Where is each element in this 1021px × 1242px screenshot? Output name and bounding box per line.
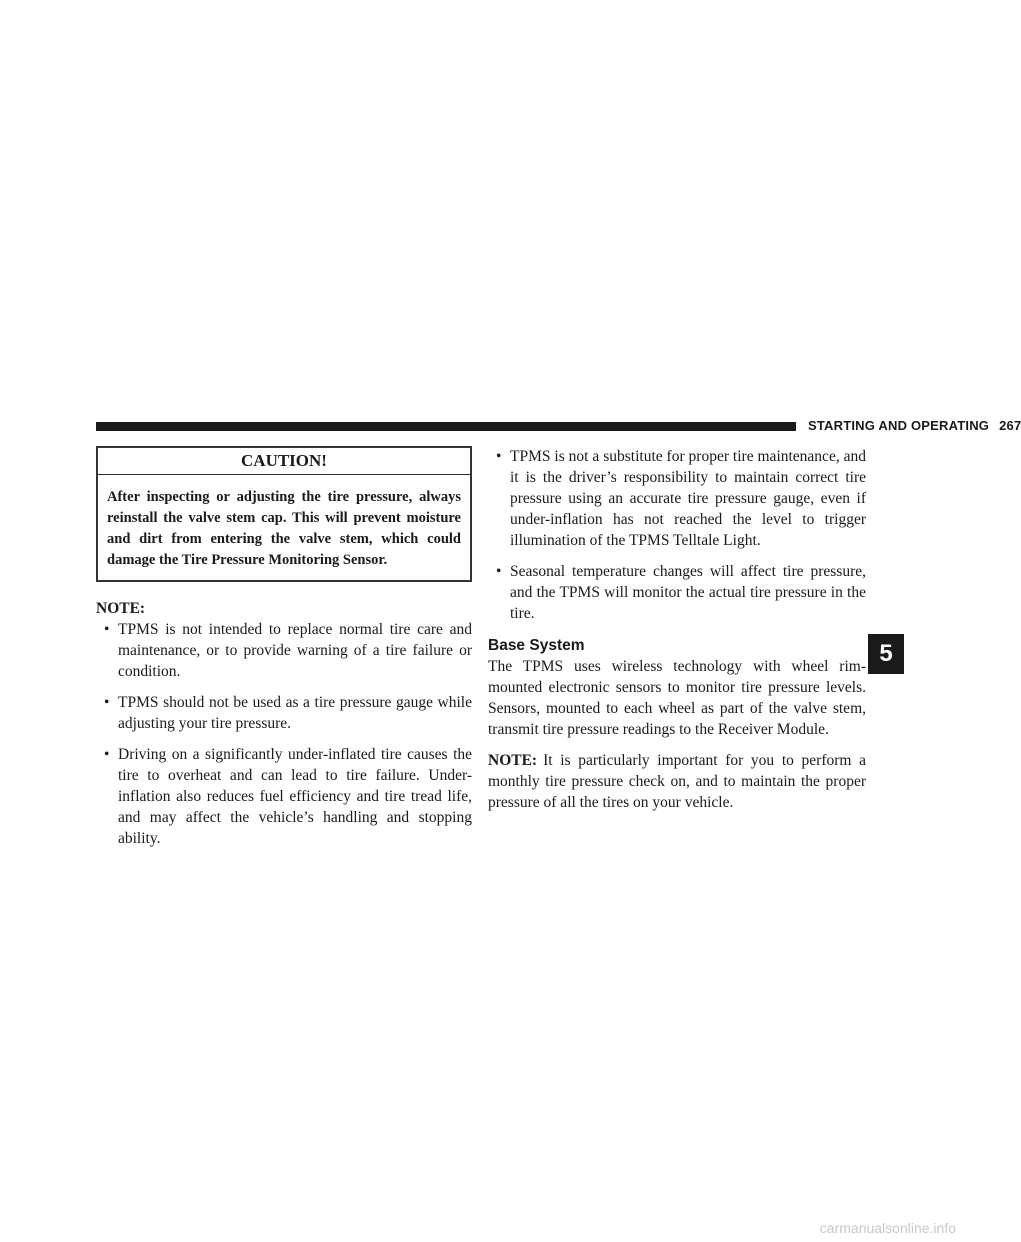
list-item (96, 692, 472, 734)
left-column (96, 446, 472, 859)
header-rule (96, 422, 796, 431)
list-item (488, 446, 866, 551)
right-column (488, 446, 866, 813)
list-item-text: TPMS is not intended to replace normal tire care and maintenance, or to provide warning of a tire failure or condition. (118, 621, 472, 680)
caution-title: CAUTION! (98, 448, 470, 475)
bullet-icon: • (104, 694, 110, 711)
inline-note-label: NOTE: (488, 752, 538, 769)
list-item-text: Driving on a significantly under-inflated tire causes the tire to overheat and can lead to tire failure. Under-inflation also reduces fuel efficiency and tire tread life, and may affect the vehicle’s handling and stopping ability. (118, 746, 472, 847)
bullet-icon: • (104, 621, 110, 638)
list-item-text: TPMS is not a substitute for proper tire maintenance, and it is the driver’s responsibility to maintain correct tire pressure using an accurate tire pressure gauge, even if under-inflation has not reached the level to trigger illumination of the TPMS Telltale Light. (510, 448, 866, 549)
header-section-title: STARTING AND OPERATING (808, 418, 990, 433)
section-heading: Base System (488, 637, 585, 654)
watermark: carmanualsonline.info (819, 1220, 956, 1236)
list-item (488, 561, 866, 624)
note-label: NOTE: (96, 600, 146, 617)
list-item-text: TPMS should not be used as a tire pressure gauge while adjusting your tire pressure. (118, 694, 472, 732)
page-number: 267 (999, 418, 1021, 433)
caution-body: After inspecting or adjusting the tire pressure, always reinstall the valve stem cap. This will prevent moisture and dirt from entering the valve stem, which could damage the Tire Pressure Monitoring Sensor. (107, 489, 461, 568)
bullet-icon: • (104, 746, 110, 763)
note-bullet-list (96, 619, 472, 849)
list-item (96, 744, 472, 849)
chapter-tab: 5 (868, 634, 904, 674)
running-header (808, 417, 1021, 435)
inline-note (488, 750, 866, 813)
right-bullet-list (488, 446, 866, 624)
section-body: The TPMS uses wireless technology with wheel rim-mounted electronic sensors to monitor tire pressure levels. Sensors, mounted to each wheel as part of the valve stem, transmit tire pressure readings to the Receiver Module. (488, 658, 866, 738)
list-item (96, 619, 472, 682)
bullet-icon: • (496, 448, 502, 465)
list-item-text: Seasonal temperature changes will affect tire pressure, and the TPMS will monitor the actual tire pressure in the tire. (510, 563, 866, 622)
caution-box (96, 446, 472, 582)
bullet-icon: • (496, 563, 502, 580)
inline-note-body: It is particularly important for you to perform a monthly tire pressure check on, and to maintain the proper pressure of all the tires on your vehicle. (488, 752, 866, 811)
